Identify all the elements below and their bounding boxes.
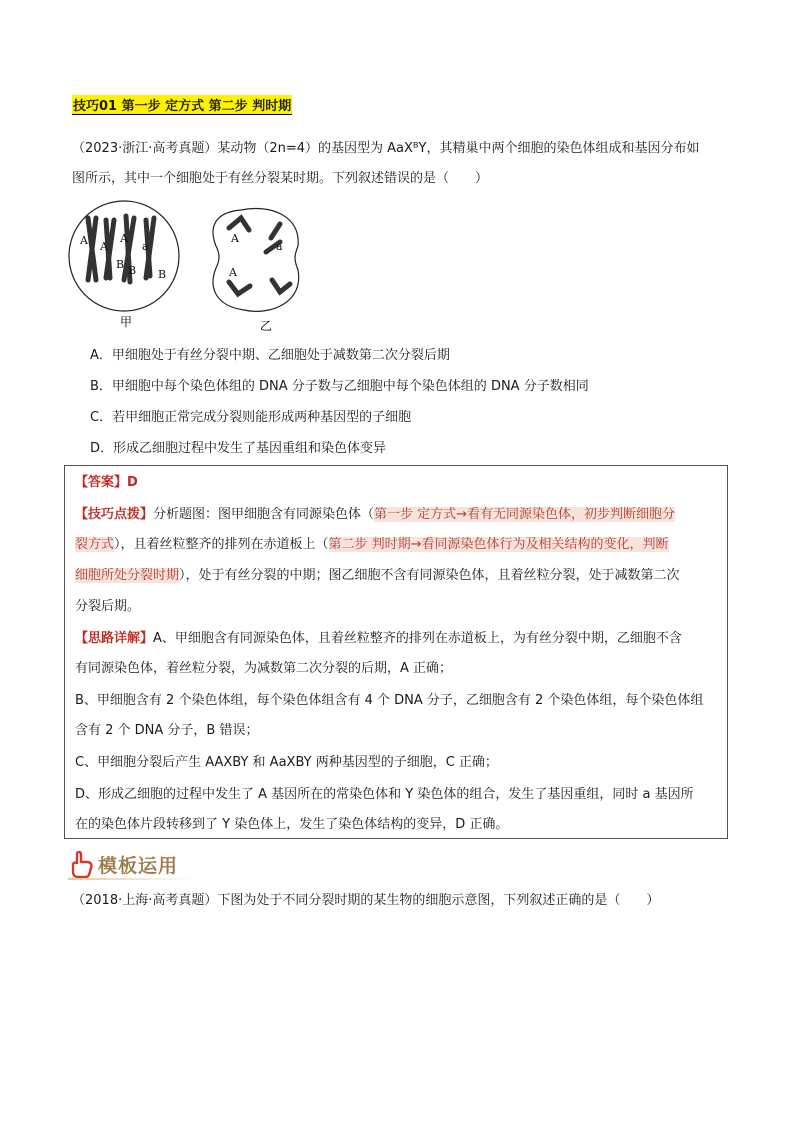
answer-box [64, 465, 728, 839]
template-title: 模板运用 [98, 855, 179, 877]
gene-label: A [229, 266, 237, 279]
answer-line [75, 473, 138, 493]
figure-caption-jia: 甲 [120, 315, 133, 329]
option-c[interactable]: C．若甲细胞正常完成分裂则能形成两种基因型的子细胞 [90, 410, 412, 425]
tips-label: 【技巧点拨】 [75, 507, 154, 522]
option-b[interactable]: B．甲细胞中每个染色体组的 DNA 分子数与乙细胞中每个染色体组的 DNA 分子数相同 [90, 379, 589, 394]
gene-label: B [128, 264, 137, 277]
gene-label: a [276, 240, 283, 253]
gene-label: B [116, 258, 125, 271]
detail-label: 【思路详解】 [75, 631, 154, 646]
tips-highlight: 第一步 定方式→看有无同源染色体，初步判断细胞分 [374, 507, 676, 522]
option-a[interactable]: A．甲细胞处于有丝分裂中期、乙细胞处于减数第二次分裂后期 [90, 348, 450, 363]
detail-line-4: 含有 2 个 DNA 分子，B 错误； [75, 723, 259, 738]
detail-line-6: D、形成乙细胞的过程中发生了 A 基因所在的常染色体和 Y 染色体的组合，发生了基因重组，同时 a 基因所 [75, 787, 694, 802]
question-text-line-2: 图所示，其中一个细胞处于有丝分裂某时期。下列叙述错误的是（ ） [72, 171, 489, 186]
template-underline [68, 878, 194, 880]
answer-label: 【答案】 [75, 475, 128, 490]
detail-line-2: 有同源染色体，着丝粒分裂，为减数第二次分裂的后期，A 正确； [75, 661, 453, 676]
gene-label: A [231, 232, 239, 245]
detail-line-7: 在的染色体片段转移到了 Y 染色体上，发生了染色体结构的变异，D 正确。 [75, 817, 509, 832]
detail-line-5: C、甲细胞分裂后产生 AAXBY 和 AaXBY 两种基因型的子细胞，C 正确； [75, 755, 498, 770]
tips-line-1: 【技巧点拨】分析题图：图甲细胞含有同源染色体（第一步 定方式→看有无同源染色体，初步判断细胞分 [75, 507, 676, 522]
answer-value: D [127, 475, 138, 490]
detail-line-1: 【思路详解】A、甲细胞含有同源染色体，且着丝粒整齐的排列在赤道板上，为有丝分裂中期，乙细胞不含 [75, 631, 682, 646]
gene-label: B [158, 268, 167, 281]
cell-yi-membrane [213, 209, 299, 312]
gene-label: A [120, 232, 128, 245]
tips-line-3: 细胞所处分裂时期），处于有丝分裂的中期；图乙细胞不含有同源染色体，且着丝粒分裂，处于减数第二次 [75, 568, 680, 583]
gene-label: A [80, 234, 88, 247]
tips-highlight: 细胞所处分裂时期 [75, 568, 180, 583]
detail-line-3: B、甲细胞含有 2 个染色体组，每个染色体组含有 4 个 DNA 分子，乙细胞含有 2 个染色体组，每个染色体组 [75, 693, 704, 708]
template-section-header [64, 848, 194, 878]
gene-label: A [100, 240, 108, 253]
pointing-hand-icon [68, 850, 94, 878]
tips-highlight: 裂方式 [75, 537, 115, 552]
question-text-line-1: （2023·浙江·高考真题）某动物（2n=4）的基因型为 AaXᴮY，其精巢中两个细胞的染色体组成和基因分布如 [72, 141, 700, 156]
question-2-text: （2018·上海·高考真题）下图为处于不同分裂时期的某生物的细胞示意图，下列叙述正确的是（ ） [72, 893, 660, 908]
figure-caption-yi: 乙 [260, 319, 273, 333]
section-heading: 技巧01 第一步 定方式 第二步 判时期 [72, 95, 292, 115]
cell-yi-chromosomes [229, 218, 290, 294]
option-d[interactable]: D．形成乙细胞过程中发生了基因重组和染色体变异 [90, 441, 387, 456]
gene-label: a [142, 240, 149, 253]
cell-division-figure [66, 198, 336, 338]
tips-highlight: 第二步 判时期→看同源染色体行为及相关结构的变化，判断 [328, 537, 669, 552]
tips-line-4: 分裂后期。 [75, 599, 141, 614]
tips-line-2: 裂方式），且着丝粒整齐的排列在赤道板上（第二步 判时期→看同源染色体行为及相关结构的变化，判断 [75, 537, 669, 552]
